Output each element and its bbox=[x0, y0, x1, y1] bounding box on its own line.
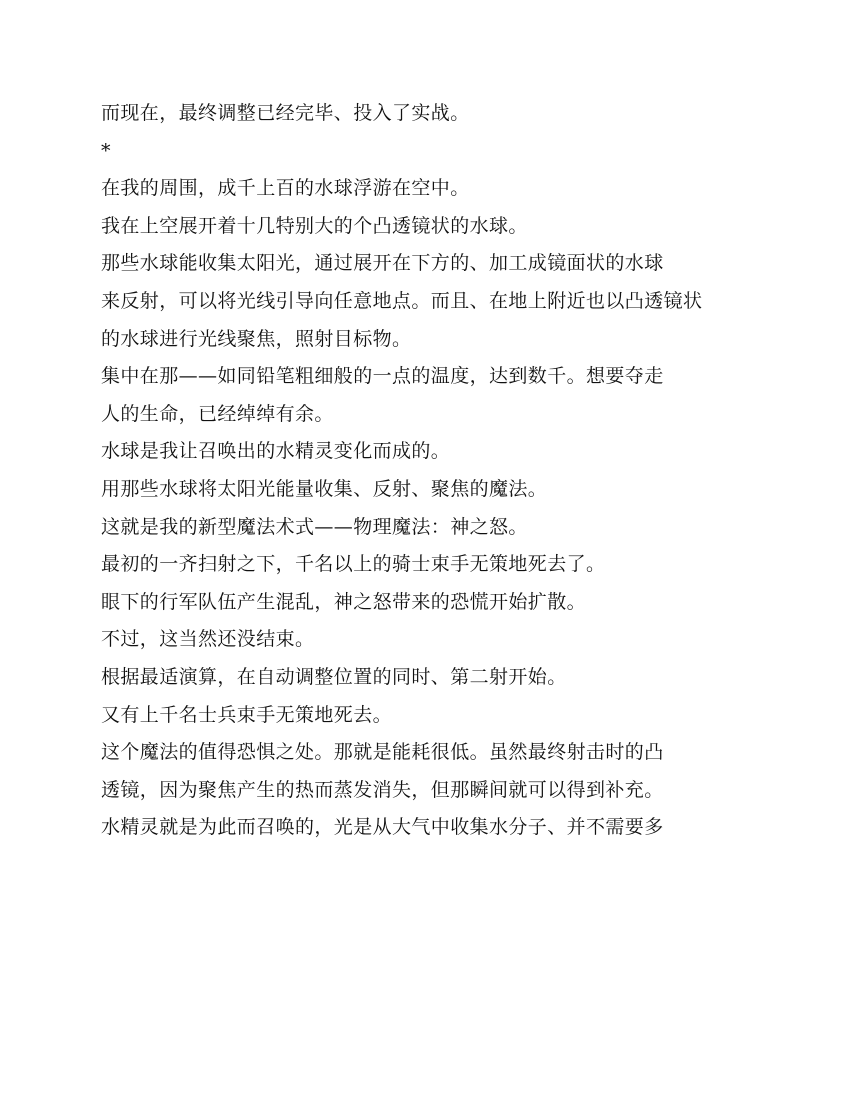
text-line: 不过，这当然还没结束。 bbox=[101, 628, 315, 651]
text-line: 而现在，最终调整已经完毕、投入了实战。 bbox=[101, 102, 470, 124]
text-line: 在我的周围，成千上百的水球浮游在空中。 bbox=[101, 177, 470, 200]
text-line: 那些水球能收集太阳光，通过展开在下方的、加工成镜面状的水球 bbox=[101, 252, 664, 275]
text-line: 这就是我的新型魔法术式——物理魔法：神之怒。 bbox=[101, 515, 528, 538]
text-line: 我在上空展开着十几特别大的个凸透镜状的水球。 bbox=[101, 214, 528, 237]
text-line: 集中在那——如同铅笔粗细般的一点的温度，达到数千。想要夺走 bbox=[101, 365, 664, 388]
text-line: 的水球进行光线聚焦，照射目标物。 bbox=[101, 327, 412, 350]
section-break: * bbox=[101, 139, 111, 162]
text-line: 透镜，因为聚焦产生的热而蒸发消失，但那瞬间就可以得到补充。 bbox=[101, 778, 664, 801]
text-line: 又有上千名士兵束手无策地死去。 bbox=[101, 703, 393, 726]
text-line: 这个魔法的值得恐惧之处。那就是能耗很低。虽然最终射击时的凸 bbox=[101, 741, 664, 764]
text-line: 用那些水球将太阳光能量收集、反射、聚焦的魔法。 bbox=[101, 477, 548, 500]
text-line: 最初的一齐扫射之下，千名以上的骑士束手无策地死去了。 bbox=[101, 553, 606, 576]
text-line: 人的生命，已经绰绰有余。 bbox=[101, 402, 334, 425]
text-line: 来反射，可以将光线引导向任意地点。而且、在地上附近也以凸透镜状 bbox=[101, 289, 703, 312]
text-line: 水球是我让召唤出的水精灵变化而成的。 bbox=[101, 440, 451, 463]
text-line: 眼下的行军队伍产生混乱，神之怒带来的恐慌开始扩散。 bbox=[101, 590, 587, 613]
text-line: 水精灵就是为此而召唤的，光是从大气中收集水分子、并不需要多 bbox=[101, 816, 664, 839]
text-line: 根据最适演算，在自动调整位置的同时、第二射开始。 bbox=[101, 665, 567, 688]
body-text bbox=[101, 95, 801, 847]
